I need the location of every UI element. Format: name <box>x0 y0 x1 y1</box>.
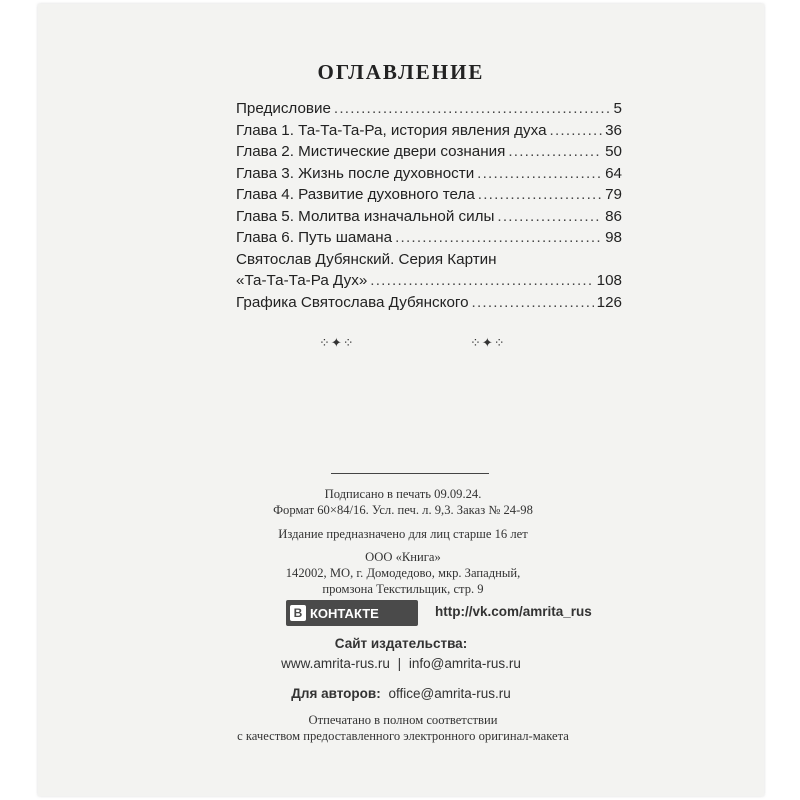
imprint-age-notice: Издание предназначено для лиц старше 16 лет <box>278 527 528 541</box>
printed-note-2: с качеством предоставленного электронного оригинал-макета <box>237 729 569 743</box>
leader-dots <box>472 292 594 314</box>
toc-entry-page: 79 <box>605 186 622 203</box>
toc-entry[interactable] <box>236 98 622 120</box>
leader-dots <box>478 184 602 206</box>
toc-entry-label: Предисловие <box>236 100 331 117</box>
site-heading: Сайт издательства: <box>334 636 468 651</box>
leader-dots <box>508 141 602 163</box>
authors-label: Для авторов: <box>291 686 381 701</box>
authors-email-link[interactable]: office@amrita-rus.ru <box>388 686 511 701</box>
toc-entry-page: 108 <box>596 272 622 289</box>
toc-entry-label: Глава 6. Путь шамана <box>236 229 393 246</box>
site-contacts <box>38 656 764 671</box>
vk-label: КОНТАКТЕ <box>310 605 379 621</box>
toc-entry[interactable] <box>236 227 622 249</box>
toc-entry[interactable] <box>236 120 622 142</box>
toc-entry-label: Графика Святослава Дубянского <box>236 293 469 311</box>
toc-entry-label: Глава 2. Мистические двери сознания <box>236 143 506 160</box>
leader-dots <box>497 206 602 228</box>
toc-entry-page: 5 <box>613 100 622 117</box>
toc-entry[interactable] <box>236 249 622 271</box>
leader-dots <box>334 98 611 120</box>
book-page <box>38 4 764 796</box>
imprint-publisher: ООО «Книга» <box>365 550 441 564</box>
toc-entry-label: «Та-Та-Та-Ра Дух» <box>236 272 368 289</box>
toc-entry-page: 98 <box>605 229 622 246</box>
ornament-right-icon: ⁘✦⁘ <box>470 335 506 350</box>
imprint-address-1: 142002, МО, г. Домодедово, мкр. Западный, <box>285 566 521 580</box>
toc-entry-page: 50 <box>605 143 622 160</box>
toc-entry[interactable] <box>236 163 622 185</box>
toc-entry[interactable] <box>236 206 622 228</box>
site-email-link[interactable]: info@amrita-rus.ru <box>408 656 521 671</box>
vk-link[interactable]: http://vk.com/amrita_rus <box>435 604 592 619</box>
printed-note-1: Отпечатано в полном соответствии <box>308 713 498 727</box>
imprint-format: Формат 60×84/16. Усл. печ. л. 9,3. Заказ № 24-98 <box>273 503 533 517</box>
toc-entry-label: Глава 1. Та-Та-Та-Ра, история явления духа <box>236 121 547 139</box>
site-url-link[interactable]: www.amrita-rus.ru <box>281 656 390 671</box>
leader-dots <box>550 120 603 142</box>
vk-badge[interactable] <box>286 600 418 626</box>
toc-entry-label: Глава 4. Развитие духовного тела <box>236 186 475 203</box>
toc-entry-page: 36 <box>605 121 622 139</box>
toc-entry-page: 64 <box>605 164 622 182</box>
leader-dots <box>395 227 602 249</box>
vk-logo-icon: В <box>290 605 306 621</box>
divider-rule <box>331 473 489 474</box>
toc-entry-label: Глава 3. Жизнь после духовности <box>236 164 475 182</box>
authors-contact <box>38 686 764 701</box>
toc-list <box>236 98 622 313</box>
toc-entry[interactable] <box>236 141 622 163</box>
imprint-address-2: промзона Текстильщик, стр. 9 <box>322 582 484 596</box>
toc-entry[interactable] <box>236 184 622 206</box>
toc-title: ОГЛАВЛЕНИЕ <box>317 60 485 84</box>
toc-entry[interactable] <box>236 292 622 314</box>
leader-dots <box>477 163 602 185</box>
toc-entry-page: 126 <box>596 293 622 311</box>
ornament-left-icon: ⁘✦⁘ <box>319 335 355 350</box>
toc-entry-label: Святослав Дубянский. Серия Картин <box>236 250 497 268</box>
leader-dots <box>370 270 593 292</box>
imprint-signed: Подписано в печать 09.09.24. <box>324 487 482 501</box>
toc-entry-page: 86 <box>605 207 622 225</box>
site-separator: | <box>397 656 402 671</box>
toc-entry-label: Глава 5. Молитва изначальной силы <box>236 207 495 225</box>
toc-entry[interactable] <box>236 270 622 292</box>
